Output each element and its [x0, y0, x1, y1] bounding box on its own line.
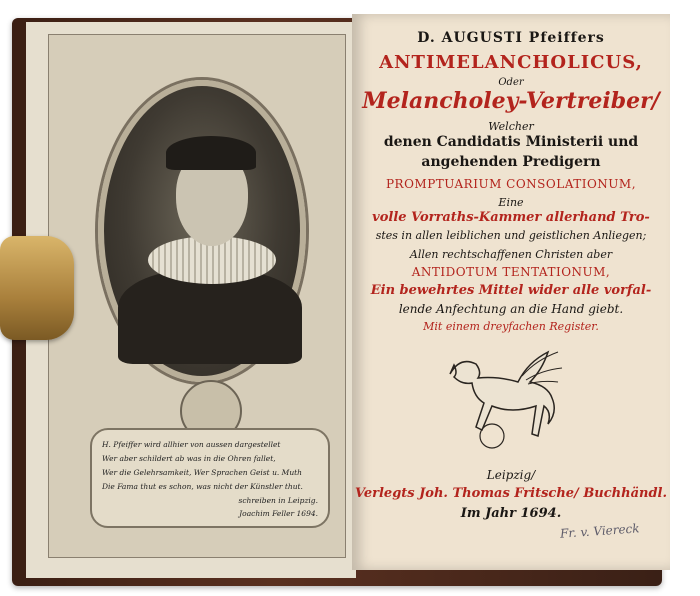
- verse-line: schreiben in Leipzig.: [238, 496, 318, 505]
- portrait-coat: [118, 270, 302, 364]
- title-line: angehenden Predigern: [421, 154, 601, 170]
- title-line: volle Vorraths-Kammer allerhand Tro-: [372, 210, 650, 225]
- eine-line: Eine: [498, 196, 524, 209]
- engraver-credit: Joachim Feller 1694.: [239, 509, 318, 518]
- title-line: Ein bewehrtes Mittel wider alle vorfal-: [370, 283, 652, 298]
- welcher-line: Welcher: [488, 120, 534, 133]
- ownership-signature: Fr. v. Viereck: [559, 521, 640, 541]
- oder-line: Oder: [498, 77, 524, 88]
- verse-cartouche: [90, 428, 330, 528]
- verse-line: Wer die Gelehrsamkeit, Wer Sprachen Geist u. Muth: [102, 468, 303, 477]
- verse-line: H. Pfeiffer wird allhier von aussen dargestellet: [102, 440, 281, 449]
- book-subtitle: Melancholey-Vertreiber/: [362, 88, 660, 114]
- portrait-cap: [166, 136, 256, 170]
- brass-clasp: [0, 236, 74, 340]
- imprint-city: Leipzig/: [486, 468, 536, 482]
- title-line: PROMPTUARIUM CONSOLATIONUM,: [385, 177, 637, 191]
- pegasus-printers-device: [430, 344, 580, 454]
- title-line: denen Candidatis Ministerii und: [383, 134, 639, 150]
- title-line: Mit einem dreyfachen Register.: [423, 320, 599, 333]
- verse-line: Die Fama thut es schon, was nicht der Künstler thut.: [102, 482, 303, 491]
- author-line: D. AUGUSTI Pfeiffers: [417, 30, 605, 46]
- title-line: ANTIDOTUM TENTATIONUM,: [411, 265, 611, 279]
- title-line: lende Anfechtung an die Hand giebt.: [398, 302, 624, 316]
- imprint-publisher: Verlegts Joh. Thomas Fritsche/ Buchhändl.: [354, 486, 668, 501]
- title-line: Allen rechtschaffenen Christen aber: [409, 248, 613, 261]
- title-line: stes in allen leiblichen und geistlichen Anliegen;: [375, 229, 647, 242]
- verse-line: Wer aber schildert ab was in die Ohren fallet,: [102, 454, 276, 463]
- imprint-year: Im Jahr 1694.: [460, 506, 562, 521]
- book-title: ANTIMELANCHOLICUS,: [379, 52, 643, 73]
